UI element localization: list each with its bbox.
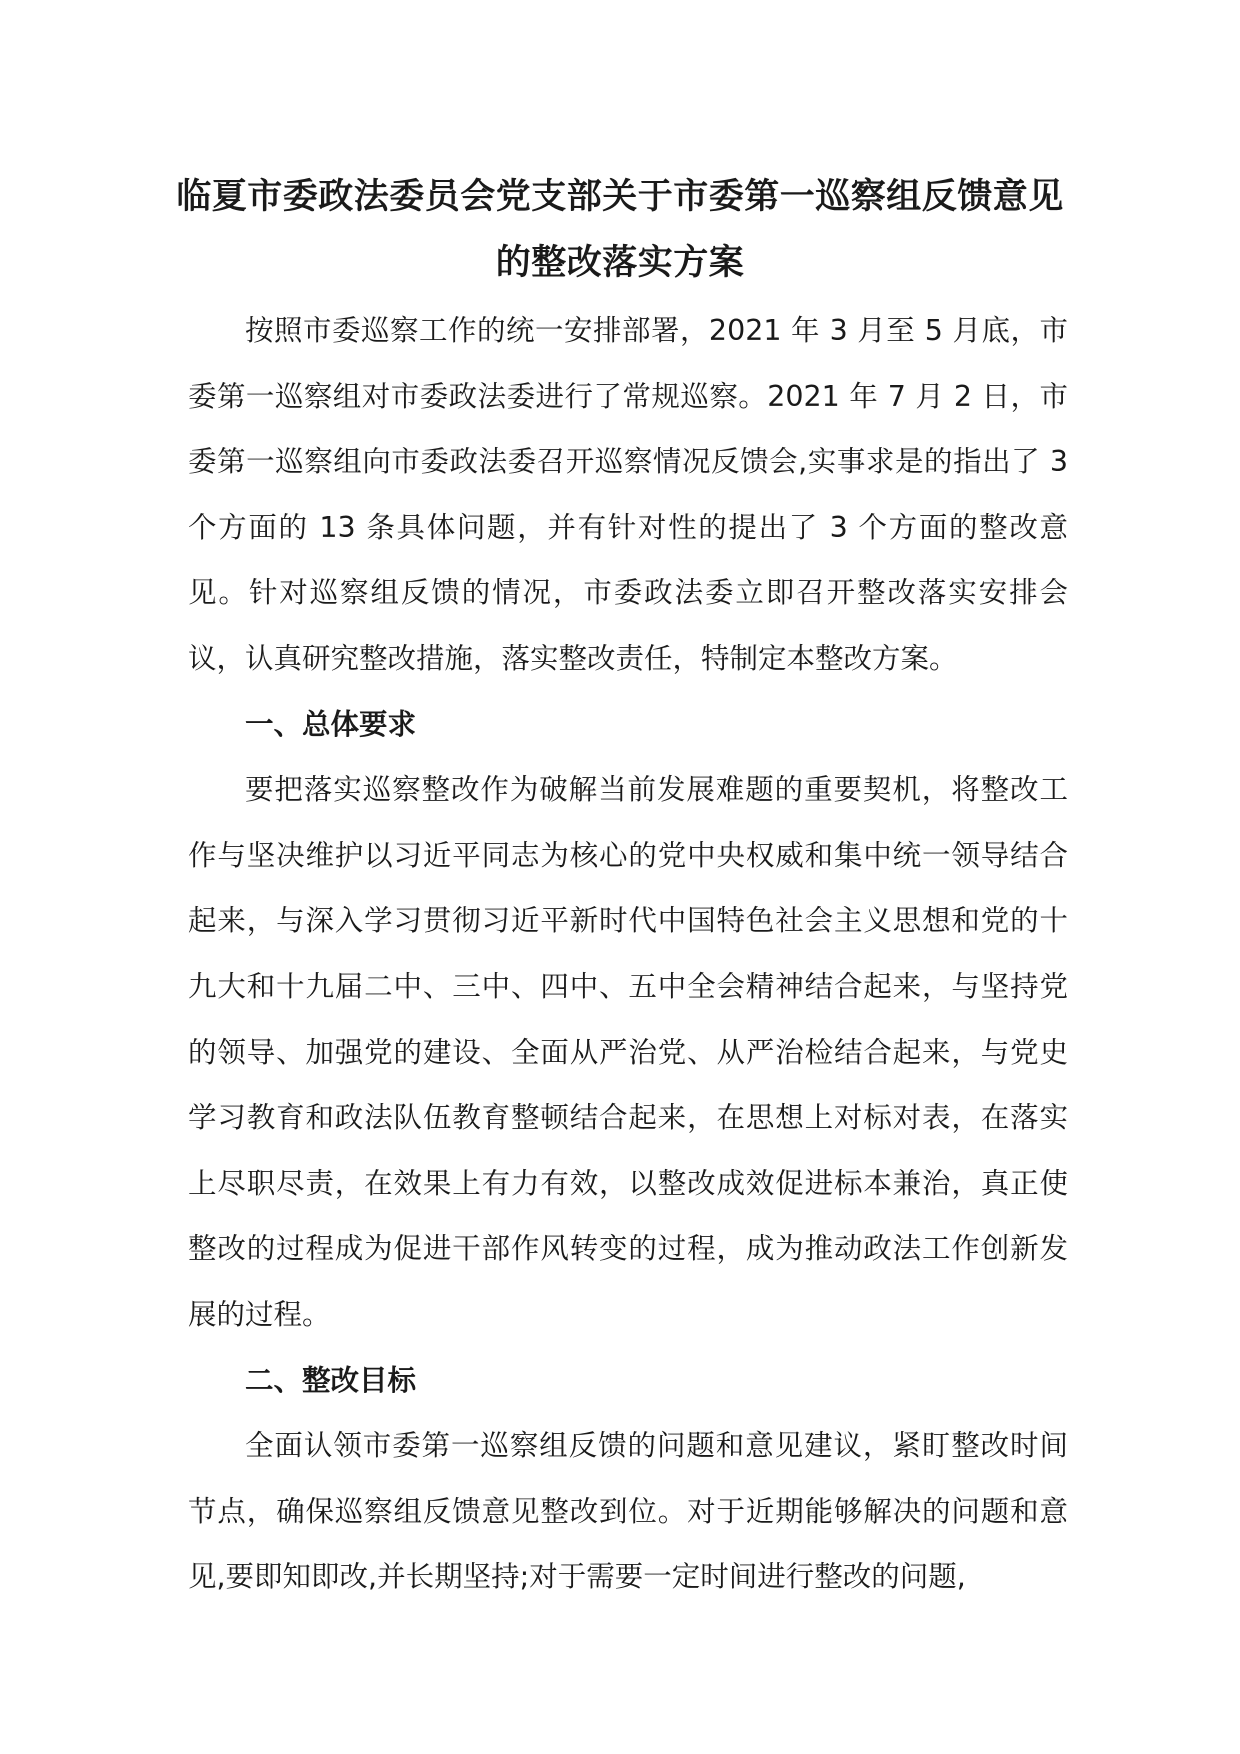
section-1-heading: 一、总体要求: [245, 707, 417, 741]
section-2-heading: 二、整改目标: [245, 1363, 417, 1397]
document-title-line-2: 的整改落实方案: [495, 243, 745, 283]
document-title-line-1: 临夏市委政法委员会党支部关于市委第一巡察组反馈意见: [176, 177, 1064, 217]
document-body: [188, 298, 1068, 1610]
intro-paragraph: 按照市委巡察工作的统一安排部署，2021 年 3 月至 5 月底，市委第一巡察组对市委政法委进行了常规巡察。2021 年 7 月 2 日，市委第一巡察组向市委政法委召开巡察情况反馈会,实事求是的指出了 3 个方面的 13 条具体问题，并有针对性的提出了 3 个方面的整改意见。针对巡察组反馈的情况，市委政法委立即召开整改落实安排会议，认真研究整改措施，落实整改责任，特制定本整改方案。: [188, 314, 1068, 675]
section-1-paragraph: 要把落实巡察整改作为破解当前发展难题的重要契机，将整改工作与坚决维护以习近平同志为核心的党中央权威和集中统一领导结合起来，与深入学习贯彻习近平新时代中国特色社会主义思想和党的十九大和十九届二中、三中、四中、五中全会精神结合起来，与坚持党的领导、加强党的建设、全面从严治党、从严治检结合起来，与党史学习教育和政法队伍教育整顿结合起来，在思想上对标对表，在落实上尽职尽责，在效果上有力有效，以整改成效促进标本兼治，真正使整改的过程成为促进干部作风转变的过程，成为推动政法工作创新发展的过程。: [188, 773, 1068, 1331]
section-2-paragraph: 全面认领市委第一巡察组反馈的问题和意见建议，紧盯整改时间节点，确保巡察组反馈意见整改到位。对于近期能够解决的问题和意见,要即知即改,并长期坚持;对于需要一定时间进行整改的问题,: [188, 1429, 1068, 1594]
